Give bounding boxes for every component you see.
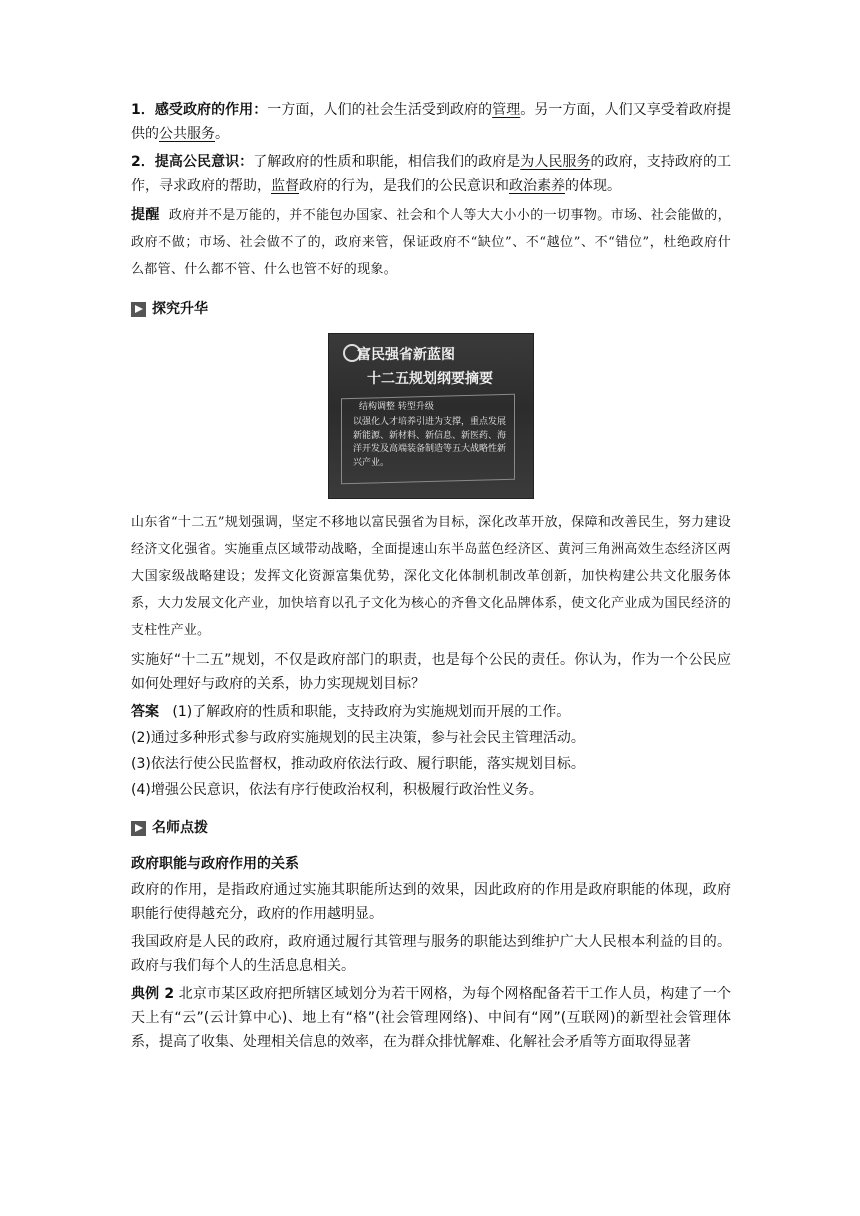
image-body-text: 以强化人才培养引进为支撑，重点发展新能源、新材料、新信息、新医药、海洋开发及高端装备制造等五大战略性新兴产业。 (353, 417, 507, 468)
section-title-tips: 名师点拨 (152, 820, 208, 836)
answer-item-4: (4)增强公民意识，依法有序行使政治权利，积极履行政治性义务。 (131, 782, 543, 798)
remind-note (131, 202, 731, 283)
remind-label: 提醒 (131, 207, 160, 223)
relation-paragraph-1: 政府的作用，是指政府通过实施其职能所达到的效果，因此政府的作用是政府职能的体现，政府职能行使得越充分，政府的作用越明显。 (131, 882, 731, 922)
point-2-text-d: 的体现。 (565, 178, 621, 194)
section-header-explore (131, 297, 731, 321)
remind-text: 政府并不是万能的，并不能包办国家、社会和个人等大大小小的一切事物。市场、社会能做的，政府不做；市场、社会做不了的，政府来管，保证政府不“缺位”、不“越位”、不“错位”，杜绝政府什么都管、什么都不管、什么也管不好的现象。 (131, 208, 731, 277)
point-1-text-a: 一方面，人们的社会生活受到政府的 (267, 102, 493, 118)
image-title-1: 富民强省新蓝图 (357, 347, 455, 363)
relation-title: 政府职能与政府作用的关系 (131, 856, 299, 872)
example-paragraph (131, 982, 731, 1054)
point-1-key-management: 管理 (492, 102, 521, 118)
section-header-tips (131, 816, 731, 840)
play-triangle-icon (131, 821, 146, 836)
point-1-text-b: 。另一方面，人们又享受着政府提供的 (131, 102, 732, 142)
point-2-number: 2． (131, 154, 155, 170)
point-1-heading: 感受政府的作用： (154, 102, 268, 118)
point-2-key-supervise: 监督 (271, 178, 299, 194)
answer-item-1 (131, 700, 731, 724)
answer-item-1-text: (1)了解政府的性质和职能，支持政府为实施规划而开展的工作。 (172, 704, 571, 720)
answer-item-3: (3)依法行使公民监督权，推动政府依法行政、履行职能，落实规划目标。 (131, 756, 585, 772)
point-2-heading: 提高公民意识： (154, 154, 254, 170)
relation-paragraph-2: 我国政府是人民的政府，政府通过履行其管理与服务的职能达到维护广大人民根本利益的目的。政府与我们每个人的生活息息相关。 (131, 934, 731, 974)
point-2-text-b: 的政府，支持政府的工作，寻求政府的帮助， (131, 154, 732, 194)
plan-summary-image (328, 333, 534, 499)
example-text: 北京市某区政府把所辖区域划分为若干网格，为每个网格配备若干工作人员，构建了一个天上有“云”(云计算中心)、地上有“格”(社会管理网络)、中间有“网”(互联网)的新型社会管理体系，提高了收集、处理相关信息的效率，在为群众排忧解难、化解社会矛盾等方面取得显著 (131, 986, 732, 1050)
point-2-key-serve-people: 为人民服务 (520, 154, 591, 170)
image-subtitle: 结构调整 转型升级 (359, 402, 434, 412)
image-title-2: 十二五规划纲要摘要 (367, 371, 493, 387)
point-1-number: 1． (131, 102, 155, 118)
point-1 (131, 98, 731, 146)
material-paragraph: 山东省“十二五”规划强调，坚定不移地以富民强省为目标，深化改革开放，保障和改善民生，努力建设经济文化强省。实施重点区域带动战略，全面提速山东半岛蓝色经济区、黄河三角洲高效生态经济区两大国家级战略建设；发挥文化资源富集优势，深化文化体制机制改革创新，加快构建公共文化服务体系，大力发展文化产业，加快培育以孔子文化为核心的齐鲁文化品牌体系，使文化产业成为国民经济的支柱性产业。 (131, 515, 731, 638)
example-label: 典例 2 (131, 986, 175, 1002)
point-2-key-political-literacy: 政治素养 (509, 178, 565, 194)
point-2 (131, 150, 731, 198)
answer-label: 答案 (131, 704, 159, 720)
document-content (131, 98, 731, 1058)
point-1-text-c: 。 (215, 126, 229, 142)
point-2-text-c: 政府的行为，是我们的公民意识和 (299, 178, 509, 194)
point-2-text-a: 了解政府的性质和职能，相信我们的政府是 (253, 154, 521, 170)
point-1-key-public-service: 公共服务 (159, 126, 215, 142)
question-paragraph: 实施好“十二五”规划，不仅是政府部门的职责，也是每个公民的责任。你认为，作为一个公民应如何处理好与政府的关系，协力实现规划目标？ (131, 652, 731, 692)
play-triangle-icon (131, 302, 146, 317)
section-title-explore: 探究升华 (152, 301, 208, 317)
answer-item-2: (2)通过多种形式参与政府实施规划的民主决策，参与社会民主管理活动。 (131, 730, 585, 746)
